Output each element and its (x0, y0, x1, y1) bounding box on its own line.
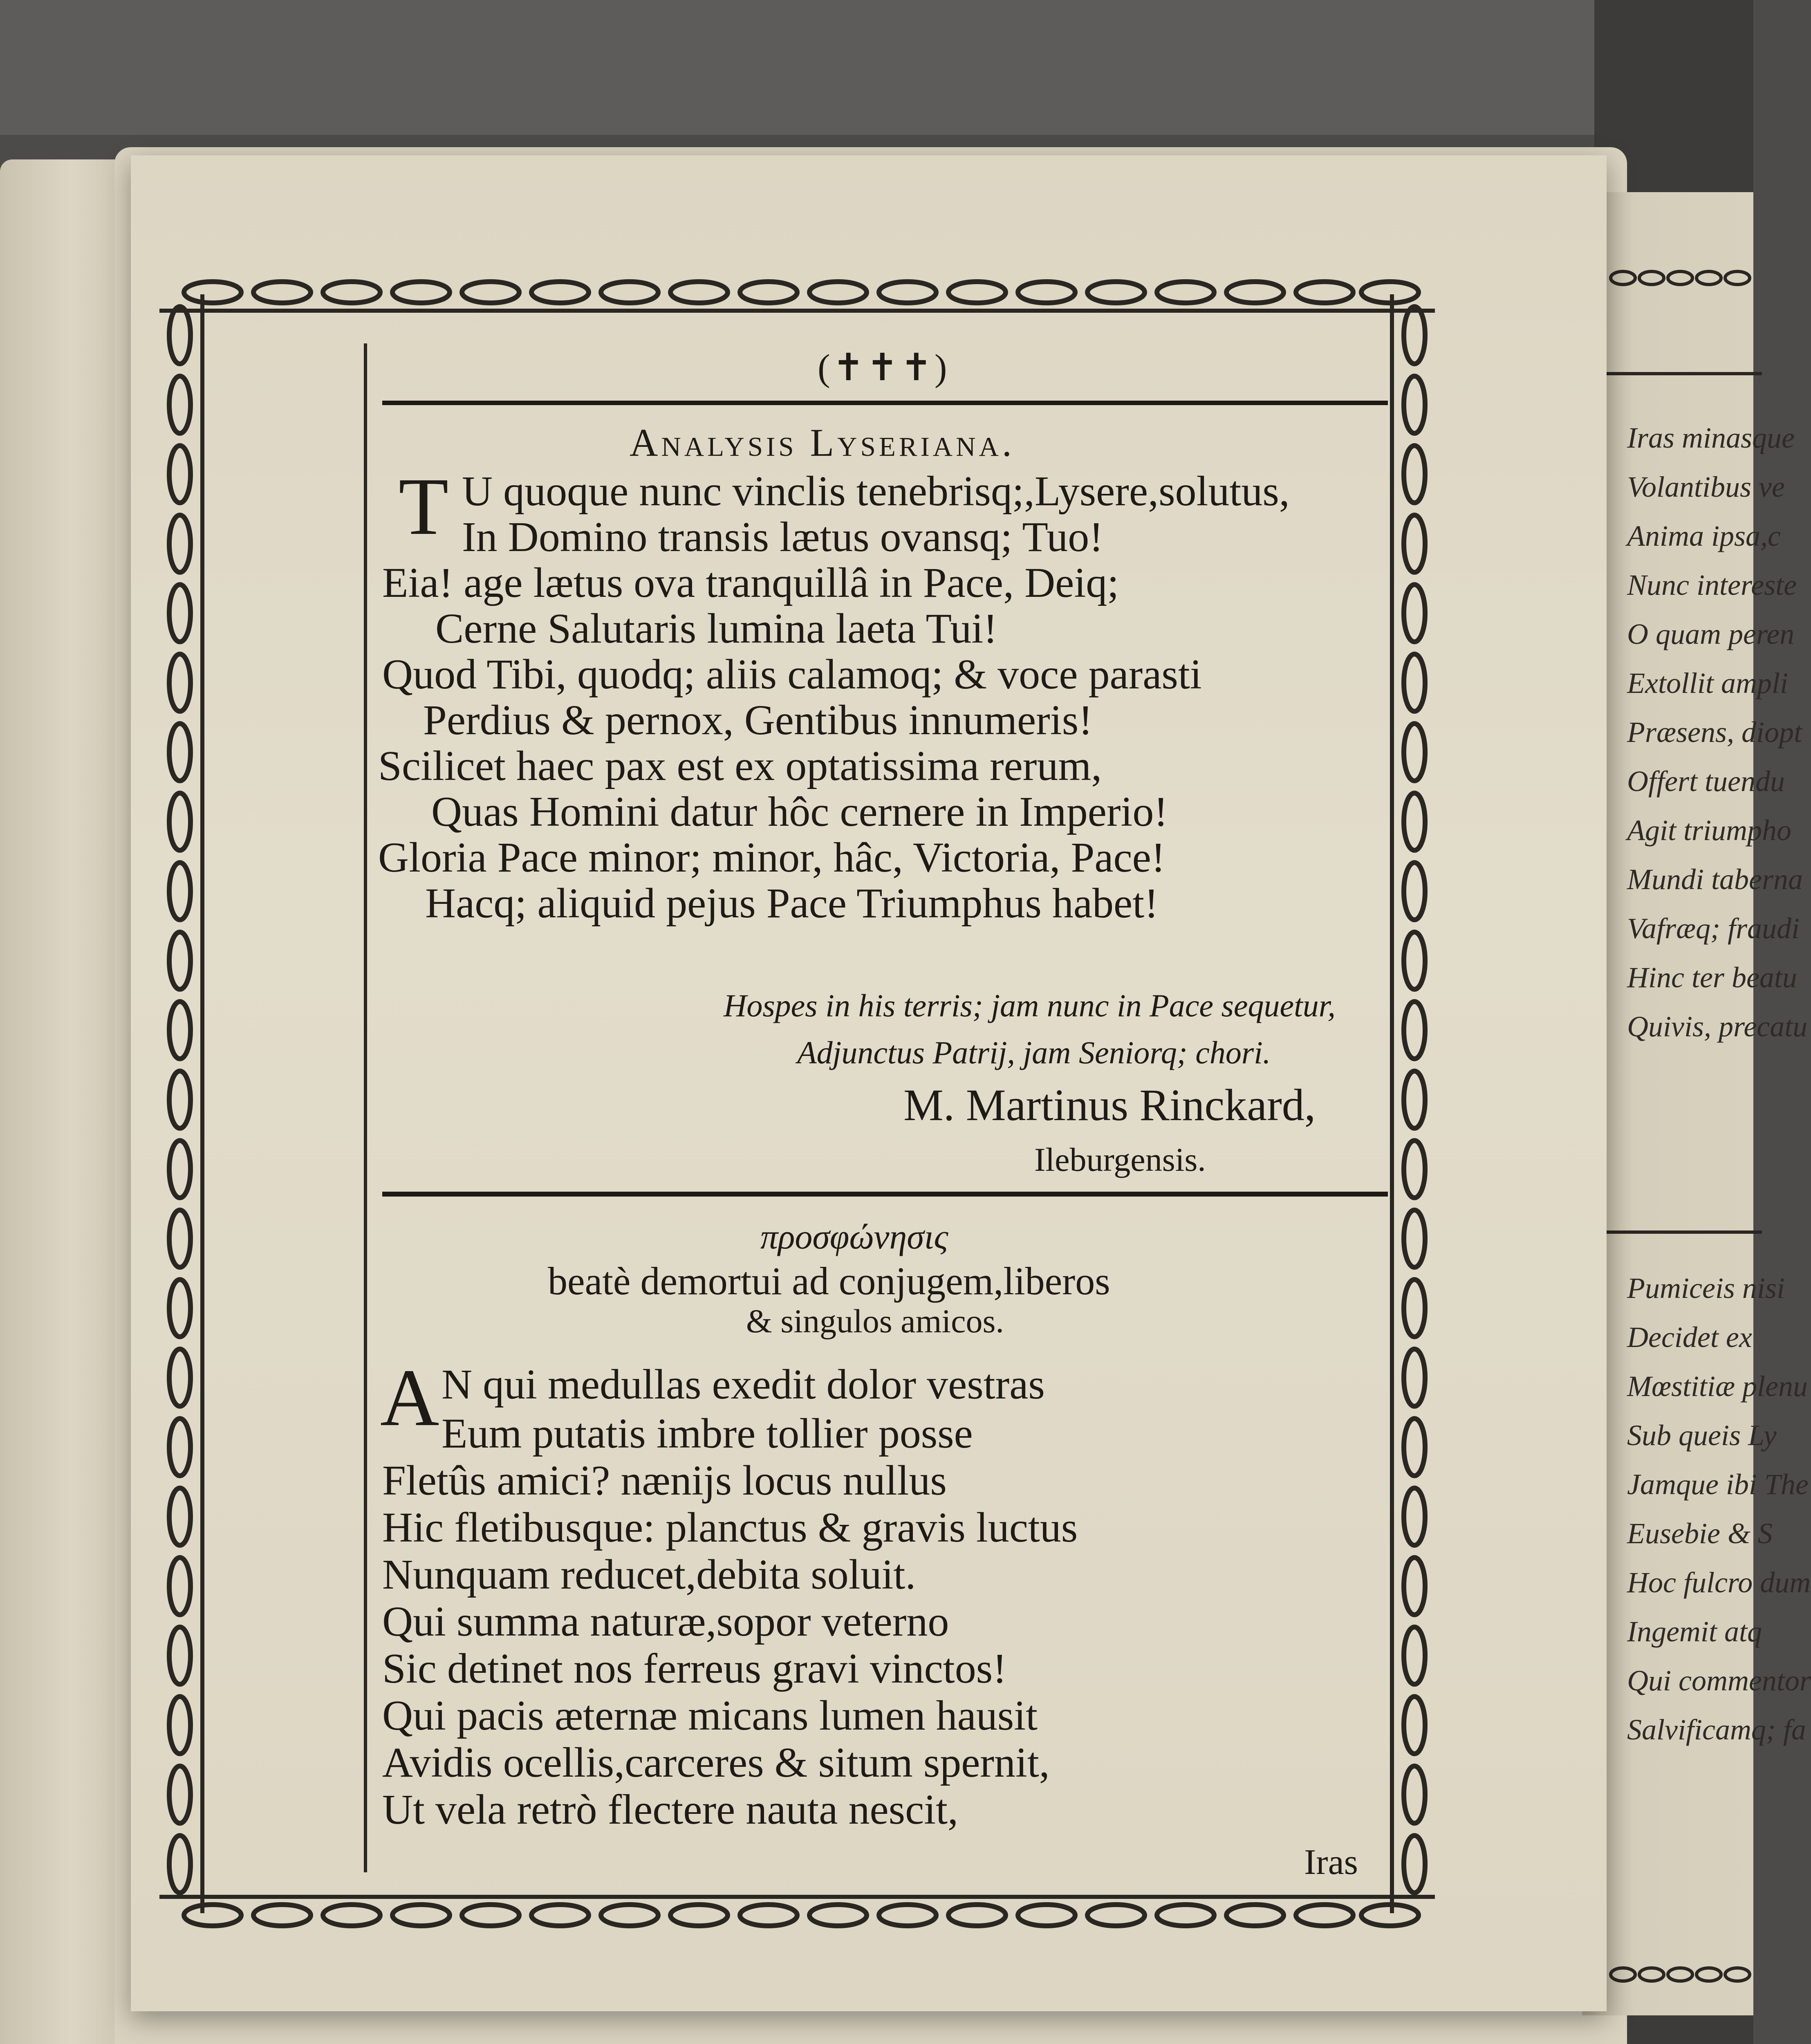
right-line: Agit triumpho (1627, 814, 1792, 847)
right-line: Pumiceis nisi (1627, 1272, 1785, 1304)
right-line: Ingemit atq (1627, 1615, 1762, 1648)
right-border-bottom-ornament (1607, 1962, 1762, 1987)
right-line: Volantibus ve (1627, 471, 1785, 503)
signoff-line-1: Hospes in his terris; jam nunc in Pace sequetur, (724, 988, 1336, 1023)
drop-cap-t: T (399, 462, 449, 552)
right-line: Decidet ex (1627, 1321, 1752, 1354)
poem1-line-6: Perdius & pernox, Gentibus innumeris! (423, 697, 1093, 744)
poem2-line-1: N qui medullas exedit dolor vestras (442, 1361, 1045, 1408)
poem1-line-10: Hacq; aliquid pejus Pace Triumphus habet! (425, 880, 1159, 927)
right-line: Jamque ibi The (1627, 1468, 1809, 1501)
drop-cap-a: A (380, 1353, 439, 1443)
right-line: Anima ipsa,c (1627, 520, 1781, 552)
scan-backdrop-top (0, 0, 1753, 135)
right-line: Hoc fulcro dum (1627, 1566, 1811, 1599)
poem2-line-4: Hic fletibusque: planctus & gravis luctus (382, 1504, 1078, 1551)
poem1-line-2: In Domino transis lætus ovansq; Tuo! (462, 513, 1103, 560)
column-left-rule (364, 343, 367, 1872)
frame-top-ornament (159, 270, 1435, 319)
poem1-line-9: Gloria Pace minor; minor, hâc, Victoria, Pace! (378, 834, 1165, 881)
poem-title: Analysis Lyseriana. (630, 421, 1015, 464)
poem2-line-5: Nunquam reducet,debita soluit. (382, 1551, 916, 1598)
frame-right-ornament (1386, 294, 1435, 1938)
header-rule (382, 401, 1388, 405)
right-line: Mundi taberna (1627, 863, 1803, 896)
right-line: Salvificamq; fa (1627, 1713, 1806, 1746)
right-line: O quam peren (1627, 618, 1795, 650)
right-line: Extollit ampli (1627, 667, 1788, 699)
catchword: Iras (1304, 1842, 1358, 1882)
poem2-line-6: Qui summa naturæ,sopor veterno (382, 1598, 949, 1645)
poem1-line-3: Eia! age lætus ova tranquillâ in Pace, Deiq; (382, 559, 1119, 606)
right-line: Vafræq; fraudi (1627, 912, 1800, 945)
right-line: Mœstitiæ plenu (1627, 1370, 1808, 1403)
right-line: Sub queis Ly (1627, 1419, 1777, 1452)
section-rule (382, 1192, 1388, 1197)
poem2-line-10: Ut vela retrò flectere nauta nescit, (382, 1786, 959, 1833)
right-line: Eusebie & S (1627, 1517, 1773, 1550)
right-line: Hinc ter beatu (1627, 961, 1797, 994)
frame-bottom-ornament (159, 1889, 1435, 1938)
facing-page-right (1582, 192, 1811, 2015)
greek-title: προσφώνησις (760, 1217, 948, 1256)
poem2-subtitle-2: & singulos amicos. (746, 1302, 1004, 1340)
book-spine-left (0, 159, 119, 2044)
poem2-line-3: Fletûs amici? nænijs locus nullus (382, 1457, 947, 1504)
poem1-line-4: Cerne Salutaris lumina laeta Tui! (435, 605, 997, 652)
right-page-rule-2 (1607, 1230, 1762, 1234)
right-line: Qui commentor (1627, 1664, 1811, 1697)
right-line: Nunc intereste (1627, 569, 1797, 601)
poem1-line-5: Quod Tibi, quodq; aliis calamoq; & voce parasti (382, 651, 1202, 698)
right-page-rule-1 (1607, 372, 1762, 375)
poem1-line-8: Quas Homini datur hôc cernere in Imperio! (431, 788, 1168, 835)
right-line: Quivis, precatu (1627, 1010, 1808, 1043)
right-line: Offert tuendu (1627, 765, 1785, 798)
author-origin: Ileburgensis. (1034, 1141, 1206, 1178)
signoff-line-2: Adjunctus Patrij, jam Seniorq; chori. (797, 1035, 1271, 1070)
poem2-subtitle-1: beatè demortui ad conjugem,liberos (548, 1259, 1110, 1303)
poem1-line-1: U quoque nunc vinclis tenebrisq;,Lysere,solutus, (462, 468, 1290, 515)
page-signature-mark: (✝✝✝) (818, 347, 950, 388)
right-line: Præsens, diopt (1627, 716, 1802, 749)
poem2-line-2: Eum putatis imbre tollier posse (442, 1410, 973, 1457)
poem2-line-8: Qui pacis æternæ micans lumen hausit (382, 1692, 1038, 1739)
poem1-line-7: Scilicet haec pax est ex optatissima rerum, (378, 742, 1102, 789)
right-border-top-ornament (1607, 266, 1762, 290)
poem2-line-9: Avidis ocellis,carceres & situm spernit, (382, 1739, 1050, 1786)
frame-left-ornament (159, 270, 208, 1938)
poem2-line-7: Sic detinet nos ferreus gravi vinctos! (382, 1645, 1007, 1692)
right-line: Iras minasque (1627, 421, 1795, 454)
author-name: M. Martinus Rinckard, (903, 1080, 1316, 1130)
